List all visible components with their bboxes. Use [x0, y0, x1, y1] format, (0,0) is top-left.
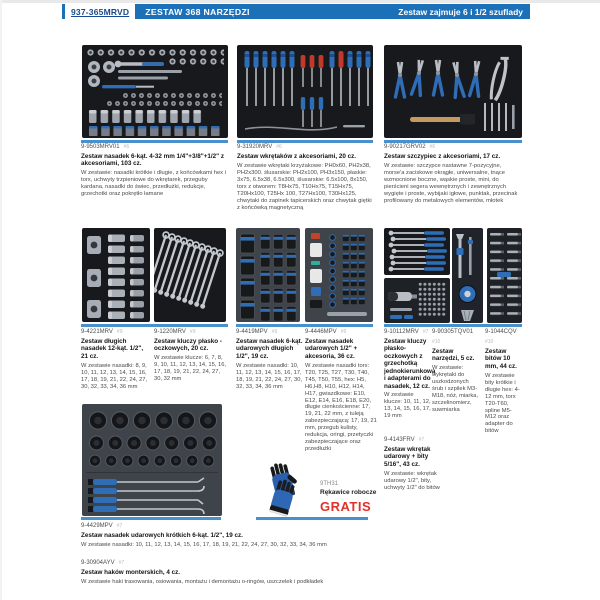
- wrench-set-illustration: [154, 228, 226, 322]
- drawer-ref: #6: [276, 144, 282, 150]
- tray-image-short-impact-sockets-and-hooks: [82, 404, 222, 516]
- product-description: W zestawie haki trasowania, osiowania, montażu i demontażu o-ringów, uszczelek i podkładek: [81, 578, 324, 585]
- drawer-ref: #7: [418, 437, 425, 443]
- product-code: 9-4429MPV: [81, 523, 113, 529]
- tray-image-impact-accessories-36: [305, 228, 373, 322]
- work-gloves-illustration: [262, 459, 308, 517]
- tray-image-ratchet-wrenches-12: [384, 228, 450, 275]
- product-description: W zestawie: wkrętak udarowy 1/2", bity, uchwyty 1/2" do bitów: [384, 470, 440, 491]
- divider-rule: [81, 324, 228, 327]
- product-title: Zestaw nasadek udarowych krótkich 6-kąt. 1/2", 19 cz.: [81, 532, 243, 539]
- screwdriver-set-illustration: [237, 45, 373, 138]
- long-sockets-illustration: [82, 228, 150, 322]
- product-code: 9-9503MRV01: [81, 144, 120, 150]
- product-title: Zestaw szczypiec z akcesoriami, 17 cz.: [384, 153, 501, 160]
- gratis-block: [320, 481, 400, 514]
- product-description: W zestawie klucze: 6, 7, 8, 9, 10, 11, 12, 13, 14, 15, 16, 17, 18, 19, 21, 22, 24, 27, 30, 32 mm: [154, 355, 227, 383]
- gloves-code: 9TH31: [320, 481, 339, 487]
- product-code: 9-4143FRV: [384, 437, 415, 443]
- drawer-ref: #9: [271, 329, 278, 335]
- set-code-link[interactable]: 937-365MRVD: [71, 6, 130, 17]
- product-code: 9-31920MRV: [237, 144, 273, 150]
- product-title: Zestaw nasadek 6-kąt. udarowych długich 1/2", 19 cz.: [236, 338, 303, 360]
- bit-set-illustration: [487, 228, 522, 323]
- product-code: 9-4419MPV: [236, 329, 268, 335]
- pliers-set-illustration: [384, 45, 522, 138]
- product-card-9-1220mrv: [154, 329, 227, 383]
- product-title: Zestaw nasadek udarowych 1/2" + akcesoria, 36 cz.: [305, 338, 358, 360]
- drawer-ref: #7: [116, 523, 123, 529]
- product-code: 9-1044CQV: [485, 329, 517, 335]
- drawer-ref: #9: [340, 329, 347, 335]
- tray-image-impact-driver-bits-43: [384, 278, 450, 323]
- product-code: 9-4446MPV: [305, 329, 337, 335]
- divider-rule: [81, 140, 228, 143]
- ratchet-wrenches-illustration: [384, 228, 450, 275]
- product-title: Zestaw wkrętaków z akcesoriami, 20 cz.: [237, 153, 357, 160]
- drawer-ref: #9: [116, 329, 123, 335]
- product-title: Zestaw długich nasadek 12-kąt. 1/2", 21 cz.: [81, 338, 144, 360]
- drawer-ref: #6: [123, 144, 130, 150]
- product-card-9-10112mrv: [384, 329, 436, 420]
- tray-image-socket-set-103: [82, 45, 228, 138]
- product-description: W zestawie nasadki: 8, 9, 10, 11, 12, 13, 14, 15, 16, 17, 18, 19, 21, 22, 24, 27, 30, 32, 33, 34, 36 mm: [81, 362, 148, 390]
- measuring-tools-illustration: [452, 228, 483, 323]
- product-description: W zestawie wkrętaki krzyżakowe: PH0x60, PH2x38, PH2x300. ślusarskie: PH2x100, PH3x150, płaskie: 3x75, 6.5x38, 6.5x300, ślusarskie: 6.5x100, 8x150, torx z otworem: T8Hx75, T10Hx75, T15Hx75, T20Hx100, T25Hx 100, T27Hx100, T30Hx125, chwytaki do zapinek tapicerskich oraz chwytak giętki z końcówką magnetyczną: [237, 162, 372, 211]
- product-description: W zestawie: wykrętaki do uszkodzonych śrub i szpilek M3-M18, nóż, miarka, szczelinomierz, suwmiarka: [432, 365, 479, 414]
- product-code: 9-90305TQV01: [432, 329, 474, 335]
- product-card-9-9503mrv01: [81, 144, 229, 198]
- product-description: W zestawie: szczypce nastawne 7-pozycyjne, morse'a zaciskowe okrągłe, uniwersalne, tnące wzmocnione boczne, wąskie proste, mini, do pierścieni segera wewnętrznych i zewnętrznych wygięte i proste, wybijaki igłowe, punktak, przecinak profilowany do metalowych elementów, młotek: [384, 162, 518, 204]
- product-description: W zestawie nasadki: 10, 11, 12, 13, 14, 15, 16, 17, 18, 19, 21, 22, 24, 27, 30, 32, 33, 34, 36 mm: [81, 541, 327, 548]
- gloves-name: Rękawice robocze: [320, 489, 377, 496]
- impact-long-sockets-illustration: [236, 228, 300, 322]
- product-code: 9-1220MRV: [154, 329, 186, 335]
- product-card-9-4419mpv: [236, 329, 304, 391]
- divider-rule: [236, 324, 373, 327]
- drawer-ref: #10: [485, 339, 494, 345]
- divider-rule: [256, 517, 368, 520]
- product-card-9-1044cqv: [485, 329, 523, 435]
- product-description: W zestawie nasadki torx: T20, T25, T27, T30, T40, T45, T50, T55, hex: H5, H6,H8, H10, H12, H14, H17, gwiazdkowe: E10, E12, E14, E16, E18, E20, długie cienkościenne: 17, 19, 21, 22 mm, z tuleją zabezpieczającą: 17, 19, 21 mm, przegub kulisty, redukcja, oringi, przetyczki zabezpieczające oraz przedłużki: [305, 362, 377, 453]
- drawer-ref: #10: [432, 339, 441, 345]
- tray-image-bit-set-44: [487, 228, 522, 323]
- short-impact-sockets-hooks-illustration: [82, 404, 222, 516]
- drawer-ref: #6: [429, 144, 436, 150]
- product-description: W zestawie: nasadki krótkie i długie, z końcówkami hex i torx, uchwyty trzpieniowe do wkrętarek, przeguby kardana, nasadki do świec, przedłużki, redukcje, grzechotki oraz pokrętło łamane: [81, 170, 226, 198]
- product-description: W zestawie klucze: 10, 11, 12, 13, 14, 15, 16, 17, 19 mm: [384, 392, 431, 420]
- divider-rule: [81, 517, 221, 520]
- header-code-label: [65, 4, 135, 19]
- divider-rule: [237, 140, 373, 143]
- product-card-9-30904ayv: [81, 560, 413, 586]
- drawer-ref: #9: [189, 329, 196, 335]
- product-card-9-90217grv02: [384, 144, 522, 205]
- drawer-ref: #7: [118, 560, 125, 566]
- tray-image-impact-long-sockets-19: [236, 228, 300, 322]
- tray-image-long-sockets-21: [82, 228, 150, 322]
- product-code: 9-30904AYV: [81, 560, 115, 566]
- impact-accessories-illustration: [305, 228, 373, 322]
- product-card-9-4446mpv: [305, 329, 377, 453]
- product-description: W zestawie bity krótkie i długie hex: 4-12 mm, torx T20-T60, spline M5-M12 oraz adapter do bitów: [485, 372, 520, 435]
- product-title: Zestaw kluczy płasko - oczkowych, 20 cz.: [154, 338, 222, 353]
- tray-image-wrench-set-20: [154, 228, 226, 322]
- drawer-occupancy-note: Zestaw zajmuje 6 i 1/2 szuflady: [398, 6, 523, 17]
- tray-image-screwdriver-set-20: [237, 45, 373, 138]
- socket-set-illustration: [82, 45, 228, 138]
- product-title: Zestaw kluczy płasko-oczkowych z grzechotką jednokierunkową i adapterami do nasadek, 12 cz.: [384, 338, 436, 390]
- set-title: ZESTAW 368 NARZĘDZI: [145, 6, 250, 17]
- product-title: Zestaw wkrętak udarowy + bity 5/16", 43 cz.: [384, 446, 431, 468]
- product-title: Zestaw haków monterskich, 4 cz.: [81, 569, 181, 576]
- page-edge-left: [0, 0, 2, 600]
- divider-rule: [384, 140, 522, 143]
- product-code: 9-10112MRV: [384, 329, 419, 335]
- product-code: 9-4221MRV: [81, 329, 113, 335]
- header-bar: [62, 4, 530, 19]
- gratis-badge: GRATIS: [320, 499, 372, 514]
- drawer-ref: #7: [422, 329, 429, 335]
- tray-image-pliers-set-17: [384, 45, 522, 138]
- product-card-9-4221mrv: [81, 329, 151, 391]
- product-code: 9-90217GRV02: [384, 144, 426, 150]
- impact-driver-bits-illustration: [384, 278, 450, 323]
- product-title: Zestaw nasadek 6-kąt. 4-32 mm 1/4"+3/8"+1/2" z akcesoriami, 103 cz.: [81, 153, 225, 168]
- product-card-9-90305tqv01: [432, 329, 480, 414]
- divider-rule: [384, 324, 522, 327]
- product-description: W zestawie nasadki: 10, 11, 12, 13, 14, 15, 16, 17, 18, 19, 21, 22, 24, 27, 30, 32, 33, 34, 36 mm: [236, 362, 303, 390]
- product-title: Zestaw bitów 10 mm, 44 cz.: [485, 348, 517, 370]
- product-card-9-4429mpv: [81, 523, 413, 549]
- work-gloves-image: [262, 459, 308, 517]
- tray-image-measuring-tools-5: [452, 228, 483, 323]
- page-edge-top: [0, 0, 600, 3]
- product-title: Zestaw narzędzi, 5 cz.: [432, 348, 475, 363]
- product-card-9-31920mrv: [237, 144, 375, 212]
